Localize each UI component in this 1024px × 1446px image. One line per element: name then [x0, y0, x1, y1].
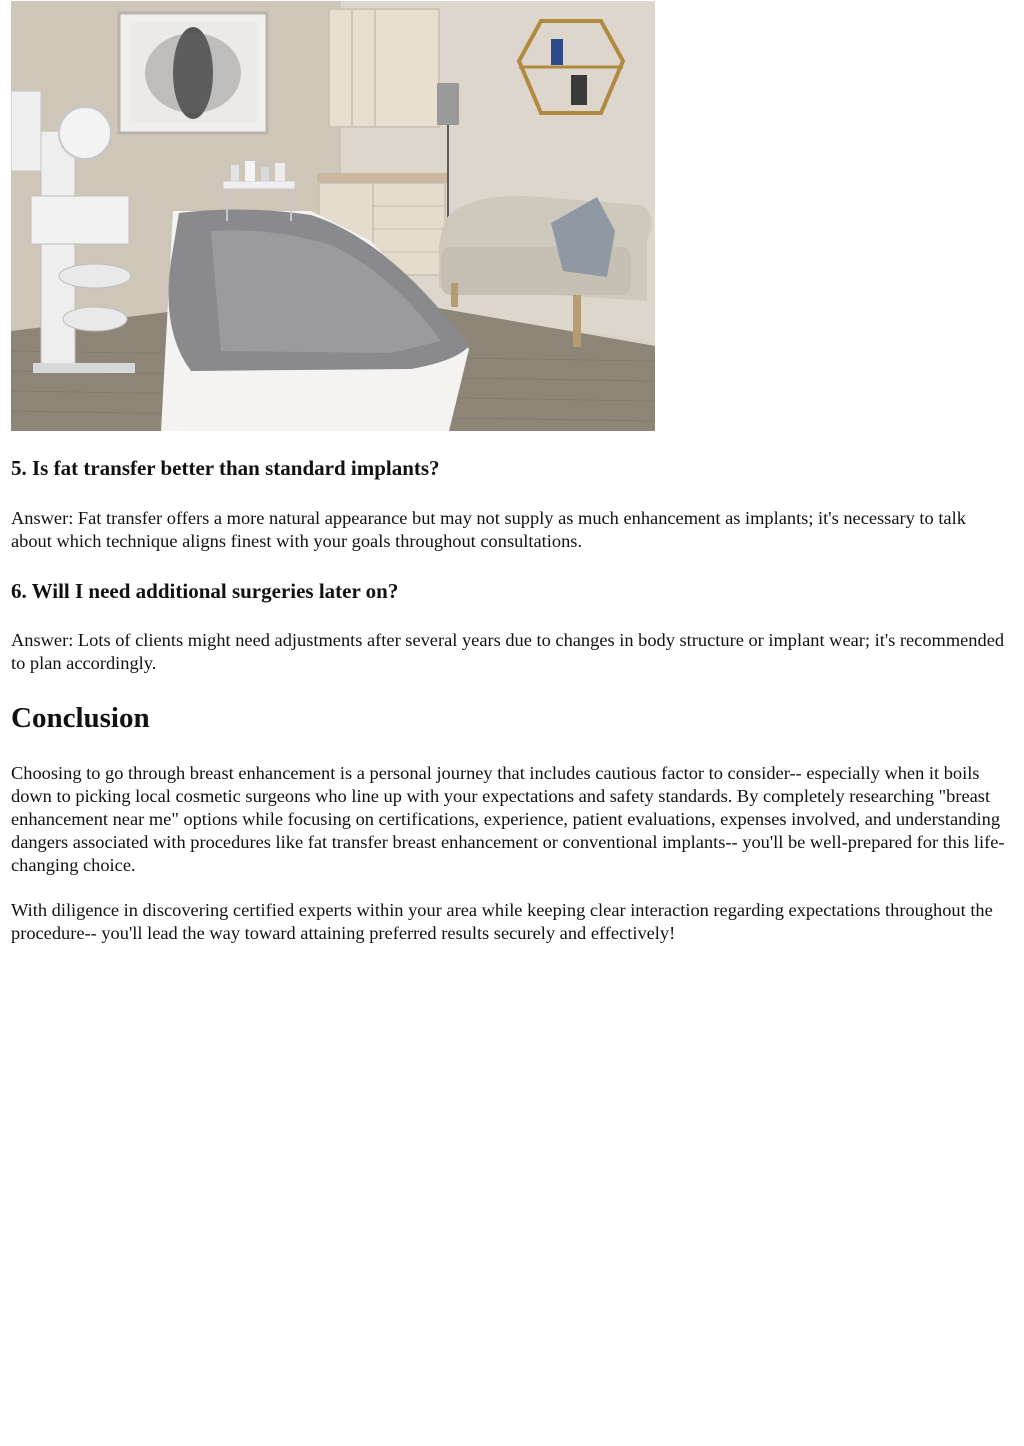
- faq-answer-6: Answer: Lots of clients might need adjustments after several years due to changes in body structure or implant wear; it's recommended to plan accordingly.: [11, 630, 1005, 673]
- document-page: [11, 0, 1011, 943]
- treatment-room-photo: [11, 1, 655, 431]
- conclusion-paragraph: Choosing to go through breast enhancement is a personal journey that includes cautious factor to consider-- especially when it boils down to picking local cosmetic surgeons who line up with your expectations and safety standards. By completely researching "breast enhancement near me" options while focusing on certifications, experience, patient evaluations, expenses involved, and understanding dangers associated with procedures like fat transfer breast enhancement or conventional implants-- you'll be well-prepared for this life-changing choice.: [11, 763, 1005, 875]
- faq-question-5: 5. Is fat transfer better than standard implants?: [11, 456, 440, 480]
- faq-answer-5: Answer: Fat transfer offers a more natural appearance but may not supply as much enhancement as implants; it's necessary to talk about which technique aligns finest with your goals throughout consultations.: [11, 508, 966, 551]
- conclusion-paragraph: With diligence in discovering certified experts within your area while keeping clear interaction regarding expectations throughout the procedure-- you'll lead the way toward attaining preferred results securely and effectively!: [11, 900, 993, 943]
- faq-question-6: 6. Will I need additional surgeries later on?: [11, 579, 399, 603]
- conclusion-heading: Conclusion: [11, 702, 150, 734]
